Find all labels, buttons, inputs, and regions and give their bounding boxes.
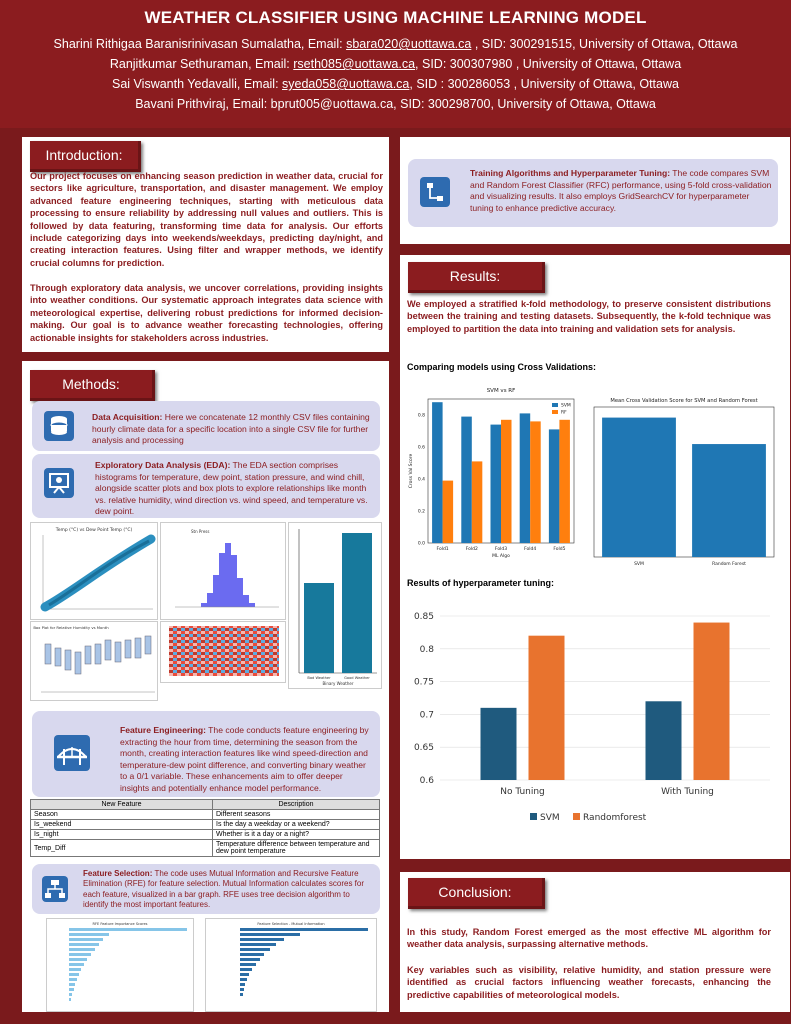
legend-swatch bbox=[552, 410, 558, 414]
eda-text: Exploratory Data Analysis (EDA): The EDA section comprises histograms for temperature, dew point, station pressure, and wind chill, alongside scatter plots and box plots to explore relationships like month vs. relative humidity, wind direction vs. wind speed, and temperature vs. dew point. bbox=[95, 460, 368, 517]
methods-title: Methods: bbox=[30, 370, 155, 401]
bridge-icon bbox=[54, 735, 90, 771]
table-cell: Temperature difference between temperature and dew point temperature bbox=[213, 840, 380, 857]
table-cell: Is the day a weekday or a weekend? bbox=[213, 820, 380, 830]
data-acquisition-text: Data Acquisition: Here we concatenate 12 monthly CSV files containing hourly climate data for a specific location into a single CSV file for further analysis and processing bbox=[92, 412, 370, 446]
hp-heading: Results of hyperparameter tuning: bbox=[407, 578, 555, 588]
author-email-link[interactable]: rseth085@uottawa.ca bbox=[293, 57, 416, 71]
table-cell: Temp_Diff bbox=[31, 840, 213, 857]
x-tick-label: Fold4 bbox=[524, 547, 537, 552]
mutual-information-chart bbox=[205, 918, 377, 1012]
legend-label: RF bbox=[561, 410, 567, 416]
x-tick-label: SVM bbox=[634, 562, 644, 567]
bar-randomforest bbox=[529, 636, 565, 780]
bar-mean-cv bbox=[602, 418, 676, 557]
y-tick-label: 0.6 bbox=[419, 776, 434, 786]
x-tick-label: Random Forest bbox=[712, 562, 746, 567]
author-list bbox=[0, 34, 791, 114]
histogram-title: Stn Press bbox=[191, 529, 210, 534]
x-tick-label: Fold3 bbox=[494, 547, 508, 552]
box-plot-title: Box Plot for Relative Humidity vs Month bbox=[33, 625, 109, 630]
new-features-table bbox=[30, 799, 380, 857]
chart-title: Mean Cross Validation Score for SVM and Random Forest bbox=[610, 398, 758, 404]
conclusion-paragraph-1: In this study, Random Forest emerged as the most effective ML algorithm for weather data analysis, surpassing alternative methods. bbox=[407, 927, 771, 950]
poster-title: WEATHER CLASSIFIER USING MACHINE LEARNING MODEL bbox=[144, 8, 647, 27]
bar-label: Bad Weather bbox=[307, 676, 331, 680]
table-row bbox=[31, 810, 380, 820]
presentation-chart-icon bbox=[44, 468, 74, 498]
bar-svm bbox=[646, 701, 682, 780]
introduction-paragraph-1: Our project focuses on enhancing season prediction in weather data, crucial for sectors like agriculture, transportation, and disaster management. We employ advanced feature engineering techniques, starting with meticulous data processing to ensure reliability by addressing null values and outliers. This is followed by data featuring, transforming time data for analysis. Our efforts include categorizing days into weekends/weekdays, predicting day/night, and creating interaction features. Using filter and wrapper methods, we identify crucial columns for prediction. bbox=[30, 171, 383, 268]
rfe-title: RFE Feature Importance Scores bbox=[92, 922, 148, 926]
feature-selection-text: Feature Selection: The code uses Mutual Information and Recursive Feature Elimination (RFE) for feature selection. Mutual Information calculates scores for each feature, visualized in a bar graph. RFE uses tree decision algorithm to identify the most important features. bbox=[83, 869, 365, 910]
training-box bbox=[408, 159, 778, 227]
table-cell: Season bbox=[31, 810, 213, 820]
author-line: Sai Viswanth Yedavalli, Email: syeda058@uottawa.ca, SID : 300286053 , University of Ottawa, Ottawa bbox=[112, 77, 679, 91]
station-pressure-histogram bbox=[160, 522, 286, 620]
table-cell: Is_night bbox=[31, 830, 213, 840]
x-axis-label: ML Algo bbox=[492, 554, 510, 559]
mi-title: Feature Selection - Mutual Information bbox=[257, 922, 325, 926]
conclusion-title: Conclusion: bbox=[408, 878, 545, 909]
bar-randomforest bbox=[694, 623, 730, 780]
table-row bbox=[31, 820, 380, 830]
table-row bbox=[31, 840, 380, 857]
flowchart-icon bbox=[420, 177, 450, 207]
table-cell: Whether is it a day or a night? bbox=[213, 830, 380, 840]
x-tick-label: No Tuning bbox=[500, 787, 545, 797]
bar-svm bbox=[520, 413, 531, 543]
eda-box bbox=[32, 454, 380, 518]
bar-mean-cv bbox=[692, 444, 766, 557]
table-row bbox=[31, 830, 380, 840]
feature-engineering-box bbox=[32, 711, 380, 797]
table-header-cell: Description bbox=[213, 800, 380, 810]
humidity-month-box-plot bbox=[30, 621, 158, 701]
author-line: Ranjitkumar Sethuraman, Email: rseth085@uottawa.ca, SID: 300307980 , University of Ottawa, Ottawa bbox=[109, 57, 682, 71]
bar-svm bbox=[481, 708, 517, 780]
binary-weather-bar-chart bbox=[288, 522, 382, 689]
y-tick-label: 0.7 bbox=[419, 710, 434, 721]
y-tick-label: 0.2 bbox=[417, 509, 425, 515]
introduction-title: Introduction: bbox=[30, 141, 141, 172]
bar-rf bbox=[501, 420, 512, 543]
database-icon bbox=[44, 411, 74, 441]
bar-rf bbox=[472, 461, 483, 543]
conclusion-paragraph-2: Key variables such as visibility, relative humidity, and station pressure were identified as crucial factors influencing weather forecasts, enhancing the predictive capabilities of meteorological models. bbox=[407, 965, 771, 1000]
correlation-heatmap bbox=[160, 621, 286, 683]
results-paragraph: We employed a stratified k-fold methodology, to preserve consistent distributions between the training and testing datasets. Subsequently, the k-fold technique was employed to partition the data into training and validation sets for analysis. bbox=[407, 299, 771, 334]
good-weather-bar bbox=[342, 533, 372, 673]
chart-title: SVM vs RF bbox=[486, 388, 516, 394]
introduction-paragraph-2: Through exploratory data analysis, we uncover correlations, providing insights into weather conditions. Our systematic approach integrates data science with meteorological expertise, delivering robust predictions for informed decision-making. Our goal is to advance weather forecasting technologies, offering actionable insights for stakeholders across industries. bbox=[30, 283, 383, 343]
feature-selection-box bbox=[32, 864, 380, 914]
hierarchy-icon bbox=[42, 876, 68, 902]
hyperparameter-tuning-chart bbox=[404, 600, 780, 828]
legend-swatch bbox=[530, 813, 537, 820]
x-tick-label: Fold5 bbox=[553, 547, 566, 552]
training-text: Training Algorithms and Hyperparameter Tuning: The code compares SVM and Random Forest Classifier (RFC) performance, using 5-fold cross-validation and visualizing results. It also employs GridSearchCV for hyperparameter tuning to enhance predictive accuracy. bbox=[470, 168, 772, 213]
y-tick-label: 0.0 bbox=[417, 541, 425, 547]
bar-rf bbox=[443, 481, 454, 543]
legend-label: Randomforest bbox=[583, 813, 647, 823]
bar-label: Good Weather bbox=[344, 676, 370, 680]
scatter-title: Temp (°C) vs Dew Point Temp (°C) bbox=[55, 528, 133, 533]
results-title: Results: bbox=[408, 262, 545, 293]
bar-rf bbox=[559, 420, 570, 543]
author-email-link[interactable]: sbara020@uottawa.ca bbox=[346, 37, 472, 51]
temp-dewpoint-scatter-plot bbox=[30, 522, 158, 620]
x-tick-label: Fold2 bbox=[465, 547, 478, 552]
poster-header bbox=[0, 0, 791, 128]
x-tick-label: Fold1 bbox=[436, 547, 449, 552]
x-tick-label: With Tuning bbox=[661, 787, 714, 797]
y-tick-label: 0.8 bbox=[417, 413, 425, 419]
svm-vs-rf-fold-chart bbox=[404, 383, 584, 565]
table-cell: Is_weekend bbox=[31, 820, 213, 830]
bar-svm bbox=[432, 402, 443, 543]
legend-swatch bbox=[573, 813, 580, 820]
legend-label: SVM bbox=[540, 813, 560, 823]
bar-svm bbox=[549, 429, 560, 543]
y-tick-label: 0.75 bbox=[413, 677, 434, 688]
bad-weather-bar bbox=[304, 583, 334, 673]
y-tick-label: 0.8 bbox=[419, 644, 434, 655]
y-axis-label: Cross Val Score bbox=[409, 453, 414, 489]
rfe-importance-chart bbox=[46, 918, 194, 1012]
feature-engineering-text: Feature Engineering: The code conducts feature engineering by extracting the hour from time, determining the season from the month, creating interaction features like wind speed-direction and temperature-dew point difference, and converting binary weather to a 0/1 variable. These enhancements aim to offer deeper insights and potentially enhance model performance. bbox=[120, 725, 369, 793]
table-cell: Different seasons bbox=[213, 810, 380, 820]
table-header-cell: New Feature bbox=[31, 800, 213, 810]
bar-xlabel: Binary Weather bbox=[322, 681, 354, 686]
y-tick-label: 0.65 bbox=[413, 743, 434, 754]
data-acquisition-box bbox=[32, 401, 380, 451]
table-header-row bbox=[31, 800, 380, 810]
author-email-link[interactable]: syeda058@uottawa.ca bbox=[282, 77, 410, 91]
bar-svm bbox=[461, 417, 472, 543]
mean-cv-score-chart bbox=[590, 393, 780, 570]
y-tick-label: 0.6 bbox=[417, 445, 425, 451]
author-line: Sharini Rithigaa Baranisrinivasan Sumalatha, Email: sbara020@uottawa.ca , SID: 300291515, University of Ottawa, Ottawa bbox=[53, 37, 738, 51]
legend-label: SVM bbox=[561, 403, 571, 409]
bar-svm bbox=[490, 425, 501, 543]
cv-heading: Comparing models using Cross Validations: bbox=[407, 362, 597, 372]
legend-swatch bbox=[552, 403, 558, 407]
y-tick-label: 0.85 bbox=[413, 612, 434, 622]
bar-rf bbox=[530, 421, 541, 543]
y-tick-label: 0.4 bbox=[417, 477, 425, 483]
author-line: Bavani Prithviraj, Email: bprut005@uottawa.ca, SID: 300298700, University of Ottawa, Ottawa bbox=[135, 97, 656, 111]
